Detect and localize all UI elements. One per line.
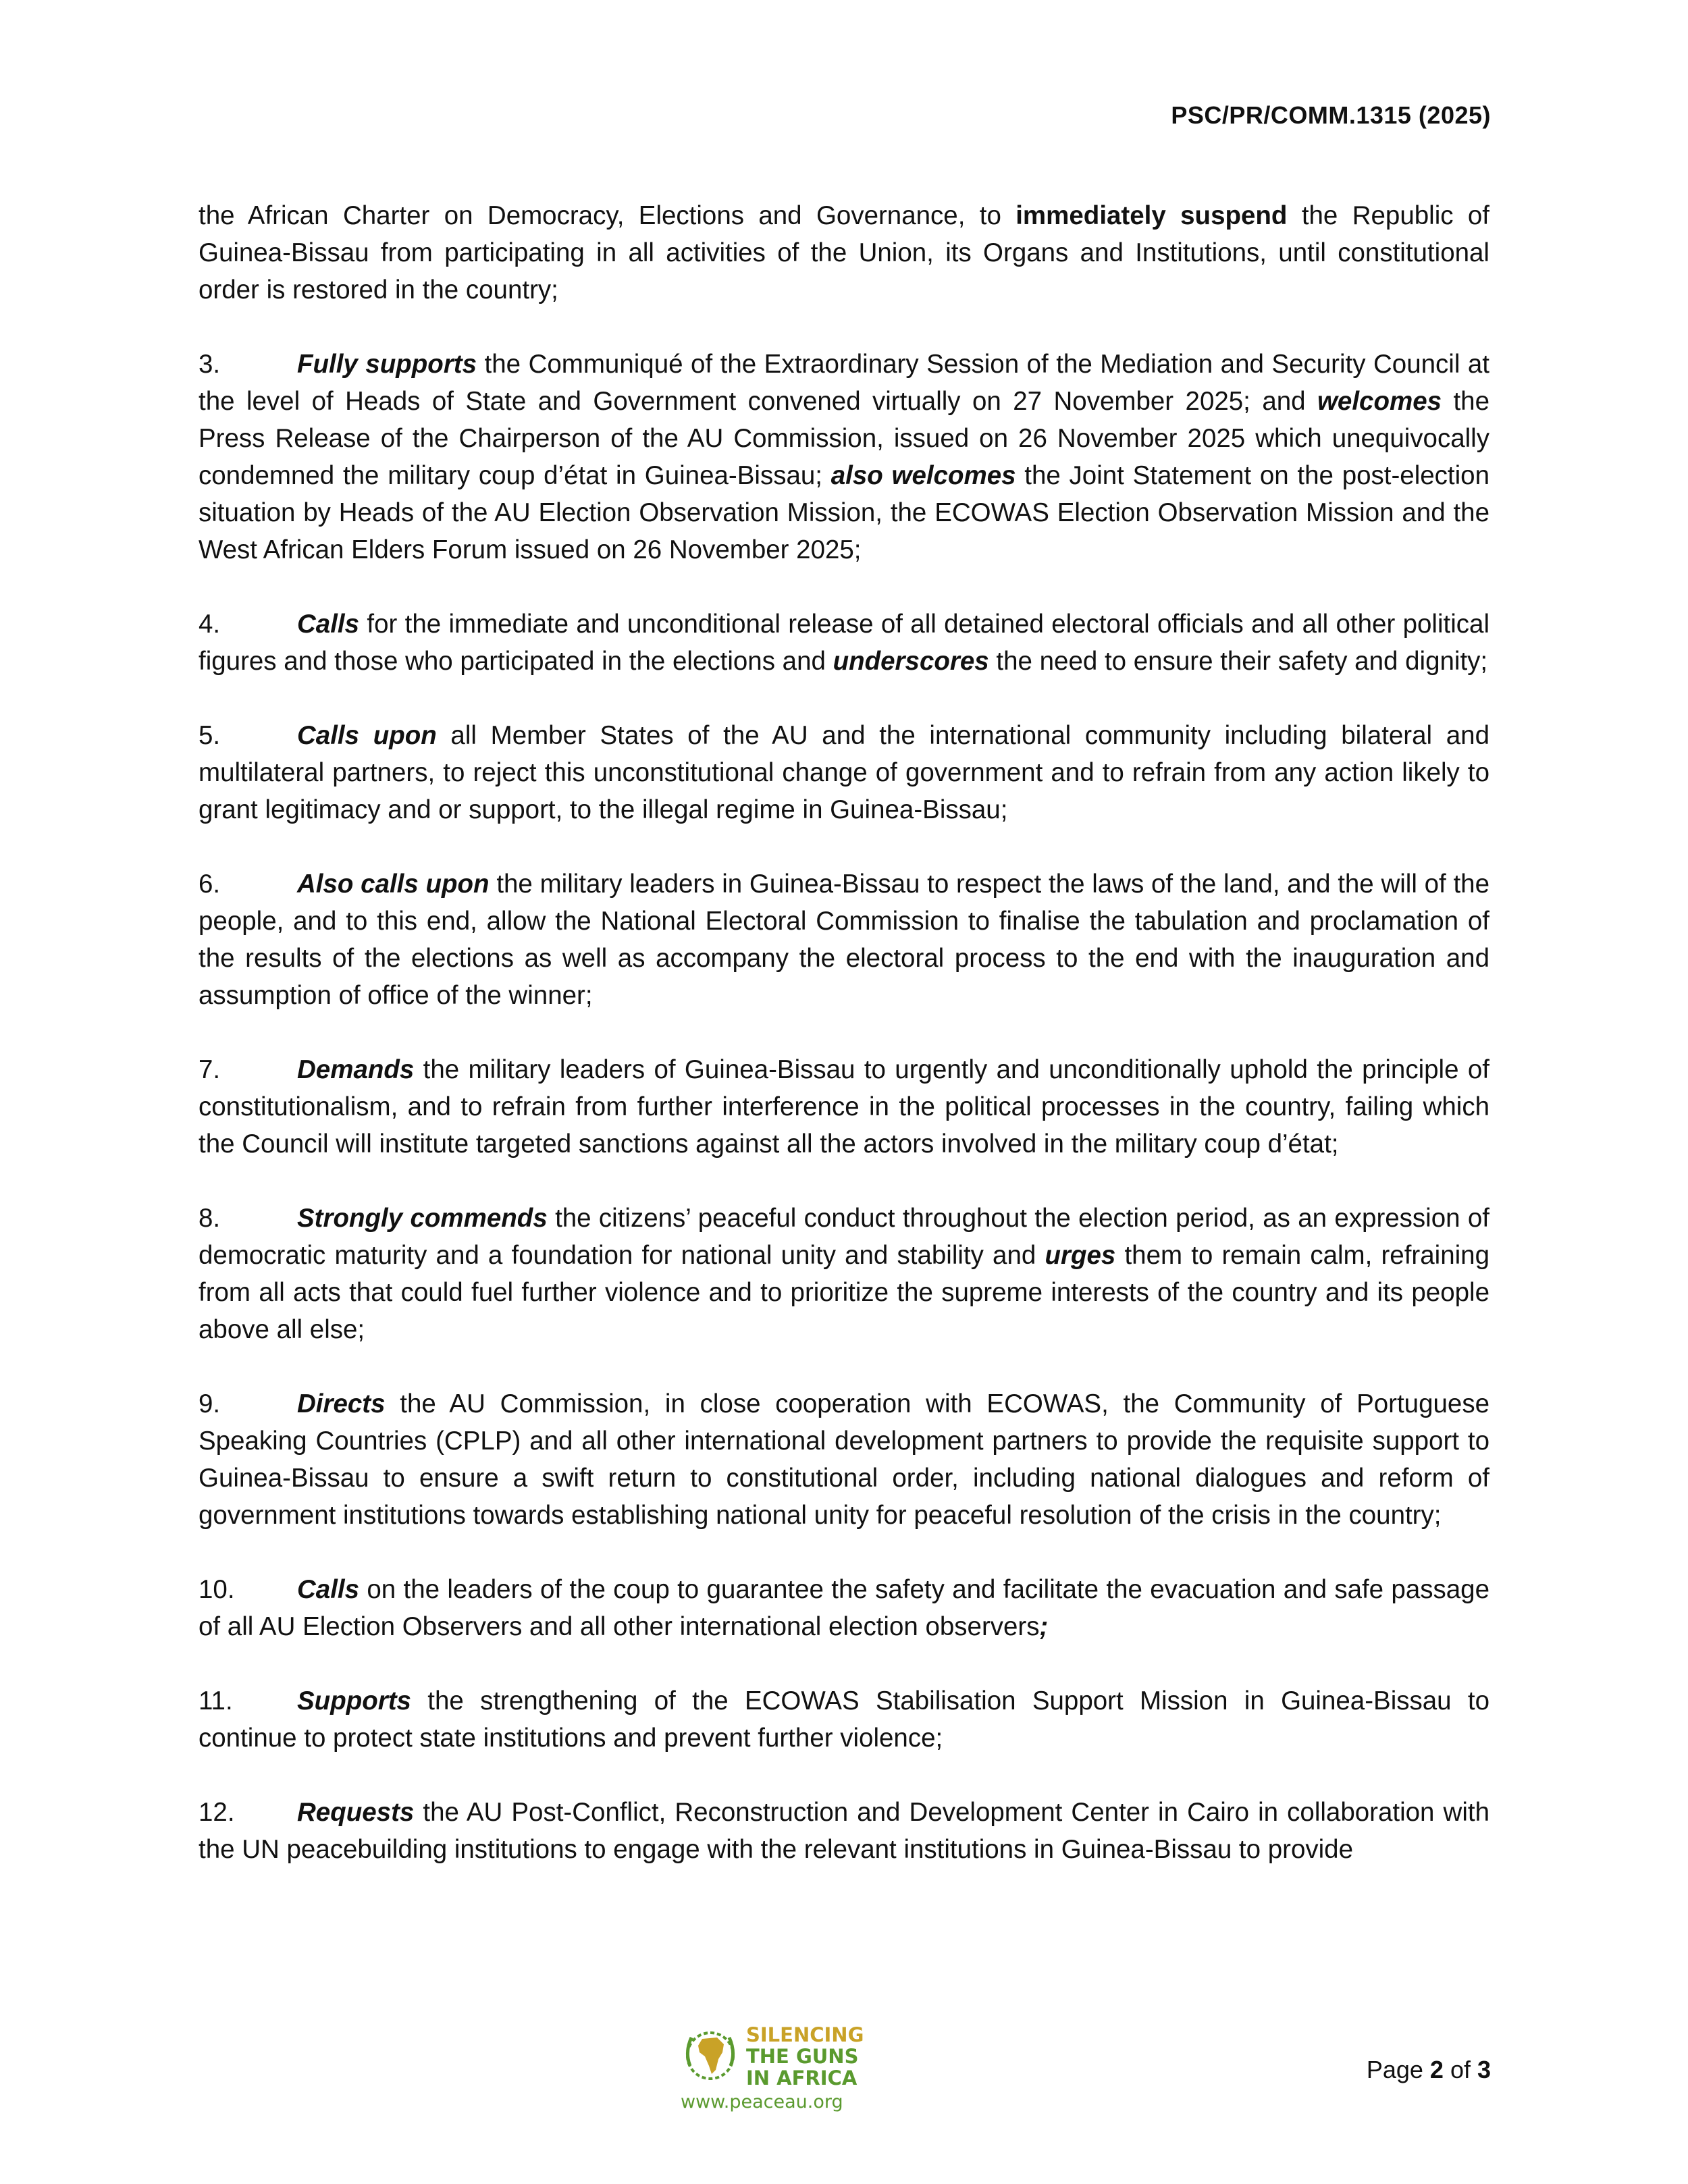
emphasis: ; xyxy=(1039,1612,1049,1641)
paragraph-3: 3. Fully supports the Communiqué of the Extraordinary Session of the Mediation and Security Council at the level of Heads of State and Government convened virtually on 27 November 2025; and welcomes the Press Release of the Chairperson of the AU Commission, issued on 26 November 2025 which unequivocally condemned the military coup d’état in Guinea-Bissau; also welcomes the Joint Statement on the post-election situation by Heads of the AU Election Observation Mission, the ECOWAS Election Observation Mission and the West African Elders Forum issued on 26 November 2025; xyxy=(199,346,1489,568)
paragraph-number: 5. xyxy=(199,721,221,750)
paragraph-lead: Strongly commends xyxy=(297,1204,548,1233)
emphasis: also welcomes xyxy=(830,461,1016,490)
paragraph-lead: Demands xyxy=(297,1055,415,1084)
paragraph-number: 8. xyxy=(199,1204,221,1233)
paragraph-11: 11. Supports the strengthening of the ECOWAS Stabilisation Support Mission in Guinea-Bissau to continue to protect state institutions and prevent further violence; xyxy=(199,1682,1489,1757)
paragraph-5: 5. Calls upon all Member States of the AU and the international community including bilateral and multilateral partners, to reject this unconstitutional change of government and to refrain from any action likely to grant legitimacy and or support, to the illegal regime in Guinea-Bissau; xyxy=(199,717,1489,828)
svg-text:IN AFRICA: IN AFRICA xyxy=(746,2067,858,2089)
paragraph-lead: Supports xyxy=(297,1686,411,1715)
emphasis: welcomes xyxy=(1317,387,1442,416)
page-number: Page 2 of 3 xyxy=(1366,2056,1491,2083)
paragraph-lead: Fully supports xyxy=(297,350,477,379)
paragraph-lead: Calls upon xyxy=(297,721,437,750)
continuation-paragraph: the African Charter on Democracy, Elections and Governance, to immediately suspend the Republic of Guinea-Bissau from participating in all activities of the Union, its Organs and Institutions, until constitutional order is restored in the country; xyxy=(199,201,1489,304)
paragraph-lead: Calls xyxy=(297,1575,360,1604)
paragraph-number: 12. xyxy=(199,1798,235,1827)
svg-text:SILENCING: SILENCING xyxy=(746,2023,864,2046)
document-reference: PSC/PR/COMM.1315 (2025) xyxy=(1171,101,1491,129)
paragraph-7: 7. Demands the military leaders of Guinea-Bissau to urgently and unconditionally uphold the principle of constitutionalism, and to refrain from further interference in the political processes in the country, failing which the Council will institute targeted sanctions against all the actors involved in the military coup d’état; xyxy=(199,1051,1489,1163)
emphasis: immediately suspend xyxy=(1016,201,1288,230)
paragraph-lead: Calls xyxy=(297,610,360,639)
paragraph-number: 9. xyxy=(199,1389,221,1418)
svg-text:THE GUNS: THE GUNS xyxy=(746,2045,859,2068)
paragraph-number: 4. xyxy=(199,610,221,639)
silencing-the-guns-logo xyxy=(675,2019,878,2113)
paragraph-12: 12. Requests the AU Post-Conflict, Reconstruction and Development Center in Cairo in collaboration with the UN peacebuilding institutions to engage with the relevant institutions in Guinea-Bissau to provide xyxy=(199,1794,1489,1868)
paragraph-lead: Requests xyxy=(297,1798,415,1827)
document-body xyxy=(199,197,1489,1905)
emphasis: urges xyxy=(1045,1241,1116,1270)
paragraph-number: 7. xyxy=(199,1055,221,1084)
paragraph-number: 3. xyxy=(199,350,221,379)
paragraph-4: 4. Calls for the immediate and unconditional release of all detained electoral officials and all other political figures and those who participated in the elections and underscores the need to ensure their safety and dignity; xyxy=(199,606,1489,680)
paragraph-lead: Directs xyxy=(297,1389,386,1418)
paragraph-10: 10. Calls on the leaders of the coup to guarantee the safety and facilitate the evacuation and safe passage of all AU Election Observers and all other international election observers; xyxy=(199,1571,1489,1645)
paragraph-number: 11. xyxy=(199,1686,233,1715)
paragraph-lead: Also calls upon xyxy=(297,870,490,899)
paragraph-8: 8. Strongly commends the citizens’ peaceful conduct throughout the election period, as an expression of democratic maturity and a foundation for national unity and stability and urges them to remain calm, refraining from all acts that could fuel further violence and to prioritize the supreme interests of the country and its people above all else; xyxy=(199,1200,1489,1348)
paragraph-number: 10. xyxy=(199,1575,235,1604)
emphasis: underscores xyxy=(833,647,989,676)
africa-map-icon xyxy=(698,2037,724,2074)
paragraph-6: 6. Also calls upon the military leaders in Guinea-Bissau to respect the laws of the land, and the will of the people, and to this end, allow the National Electoral Commission to finalise the tabulation and proclamation of the results of the elections as well as accompany the electoral process to the end with the inauguration and assumption of office of the winner; xyxy=(199,865,1489,1014)
paragraph-9: 9. Directs the AU Commission, in close cooperation with ECOWAS, the Community of Portuguese Speaking Countries (CPLP) and all other international development partners to provide the requisite support to Guinea-Bissau to ensure a swift return to constitutional order, including national dialogues and reform of government institutions towards establishing national unity for peaceful resolution of the crisis in the country; xyxy=(199,1385,1489,1534)
paragraph-number: 6. xyxy=(199,870,221,899)
svg-text:www.peaceau.org: www.peaceau.org xyxy=(681,2092,843,2112)
